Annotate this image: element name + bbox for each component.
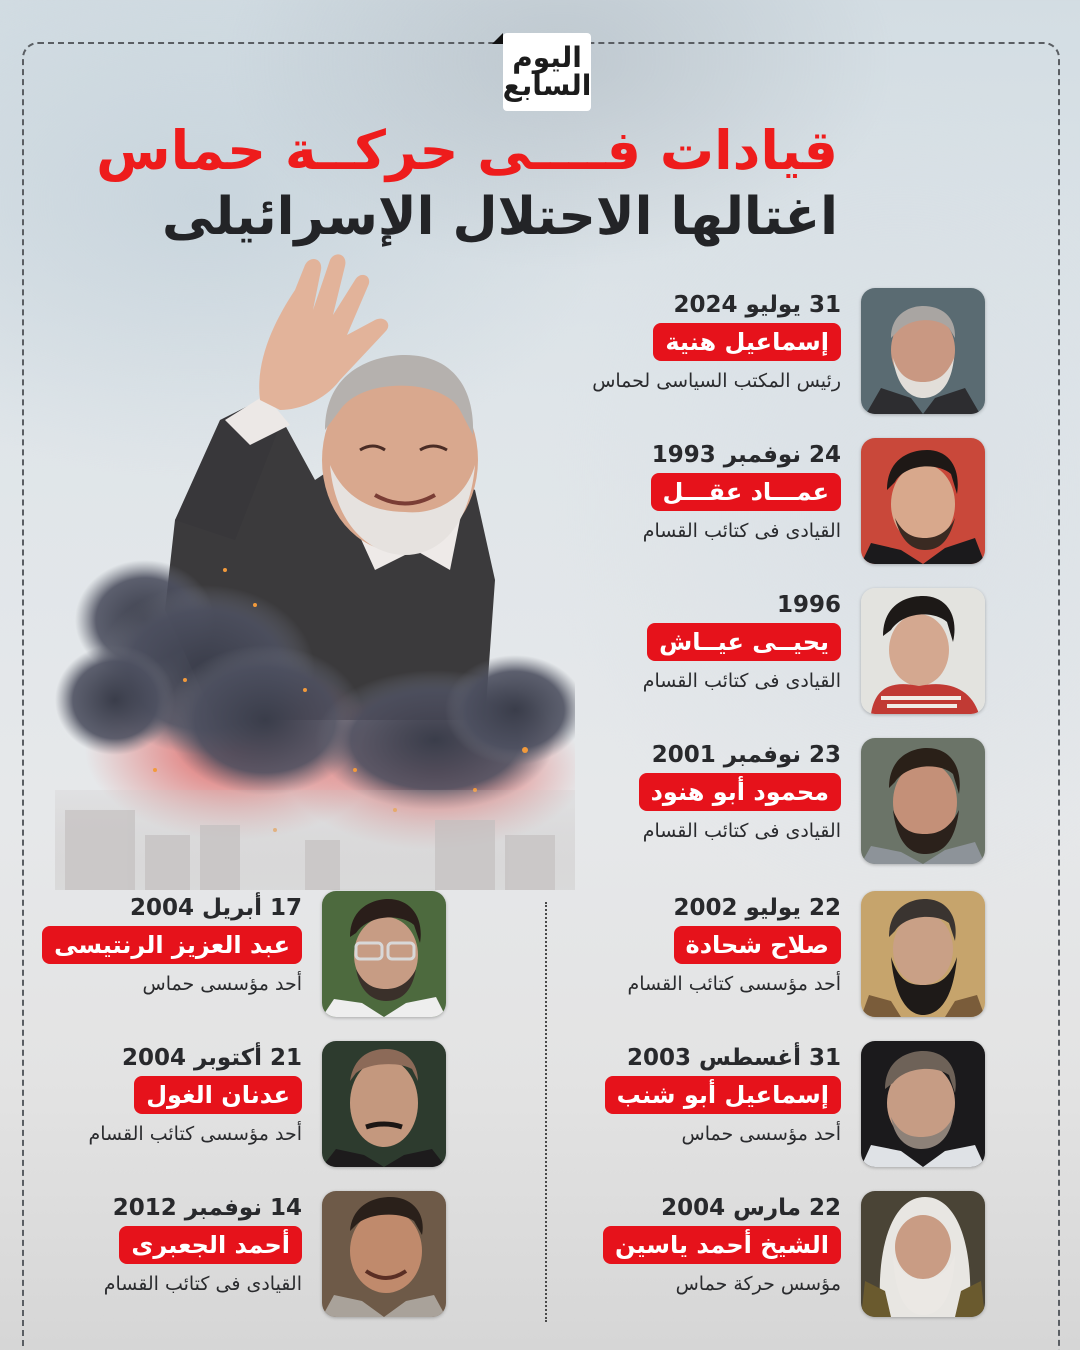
leader-role: القيادى فى كتائب القسام [103,1273,302,1295]
portrait-icon [322,891,446,1017]
leader-name-badge: الشيخ أحمد ياسين [603,1226,841,1264]
title-line-2: اغتالها الاحتلال الإسرائيلى [162,187,838,247]
portrait-icon [861,891,985,1017]
leader-name-badge: إسماعيل أبو شنب [605,1076,841,1114]
assassination-date: 31 أغسطس 2003 [627,1045,841,1071]
leader-info [643,588,841,695]
leader-photo [861,891,985,1017]
leader-role: القيادى فى كتائب القسام [642,520,841,542]
leader-name-badge: محمود أبو هنود [639,773,841,811]
leader-card [585,588,985,716]
leader-photo [861,738,985,864]
leader-role: القيادى فى كتائب القسام [642,820,841,842]
logo-line-1: اليوم [512,41,582,74]
assassination-date: 22 يوليو 2002 [673,895,841,921]
assassination-date: 1996 [776,592,841,618]
leader-name-badge: عدنان الغول [134,1076,302,1114]
assassination-date: 14 نوفمبر 2012 [112,1195,302,1221]
portrait-icon [322,1041,446,1167]
leader-role: أحد مؤسسى حماس [142,973,302,995]
assassination-date: 31 يوليو 2024 [673,292,841,318]
leader-role: القيادى فى كتائب القسام [642,670,841,692]
portrait-icon [861,738,985,864]
leader-role: أحد مؤسسى كتائب القسام [627,973,841,995]
leader-name-badge: عبد العزيز الرنتيسى [42,926,302,964]
assassination-date: 21 أكتوبر 2004 [121,1045,302,1071]
leader-photo [861,438,985,564]
leader-role: أحد مؤسسى حماس [681,1123,841,1145]
leader-name-badge: يحيــى عيــاش [647,623,841,661]
leader-info [104,1191,302,1298]
assassination-date: 22 مارس 2004 [661,1195,841,1221]
leader-info [639,738,841,845]
leader-photo [861,288,985,414]
leader-name-badge: أحمد الجعبرى [119,1226,302,1264]
hero-illustration [55,250,575,890]
leader-role: أحد مؤسسى كتائب القسام [88,1123,302,1145]
leader-info [605,1041,841,1148]
leader-card [46,1191,446,1319]
leader-photo [322,891,446,1017]
portrait-icon [861,1191,985,1317]
leader-info [592,288,841,395]
leader-info [603,1191,841,1298]
leader-name-badge: صلاح شحادة [674,926,841,964]
leader-photo [322,1191,446,1317]
leader-photo [861,1041,985,1167]
portrait-icon [322,1191,446,1317]
leader-info [42,891,302,998]
leader-role: رئيس المكتب السياسى لحماس [592,370,841,392]
leader-photo [861,588,985,714]
leader-photo [861,1191,985,1317]
logo-corner-notch [492,33,503,44]
leader-card [585,738,985,866]
assassination-date: 24 نوفمبر 1993 [651,442,841,468]
portrait-icon [861,588,985,714]
column-divider [545,902,547,1322]
leader-photo [322,1041,446,1167]
leader-card [585,288,985,416]
leader-card [585,438,985,566]
portrait-icon [861,1041,985,1167]
leader-info [88,1041,302,1148]
leader-info [643,438,841,545]
assassination-date: 23 نوفمبر 2001 [651,742,841,768]
leader-name-badge: إسماعيل هنية [653,323,841,361]
leader-info [627,891,841,998]
leader-role: مؤسس حركة حماس [675,1273,841,1295]
brand-logo [503,33,591,111]
page-title [96,118,838,250]
assassination-date: 17 أبريل 2004 [129,895,302,921]
title-line-1: قيادات فــــى حركــة حماس [96,119,838,182]
portrait-icon [861,438,985,564]
hero-portrait-image [55,250,575,890]
leader-card [585,891,985,1019]
leader-card [46,1041,446,1169]
leader-card [46,891,446,1019]
leader-card [585,1041,985,1169]
portrait-icon [861,288,985,414]
leader-card [585,1191,985,1319]
logo-line-2: السابع [502,69,592,102]
leader-name-badge: عمـــاد عقـــل [651,473,841,511]
